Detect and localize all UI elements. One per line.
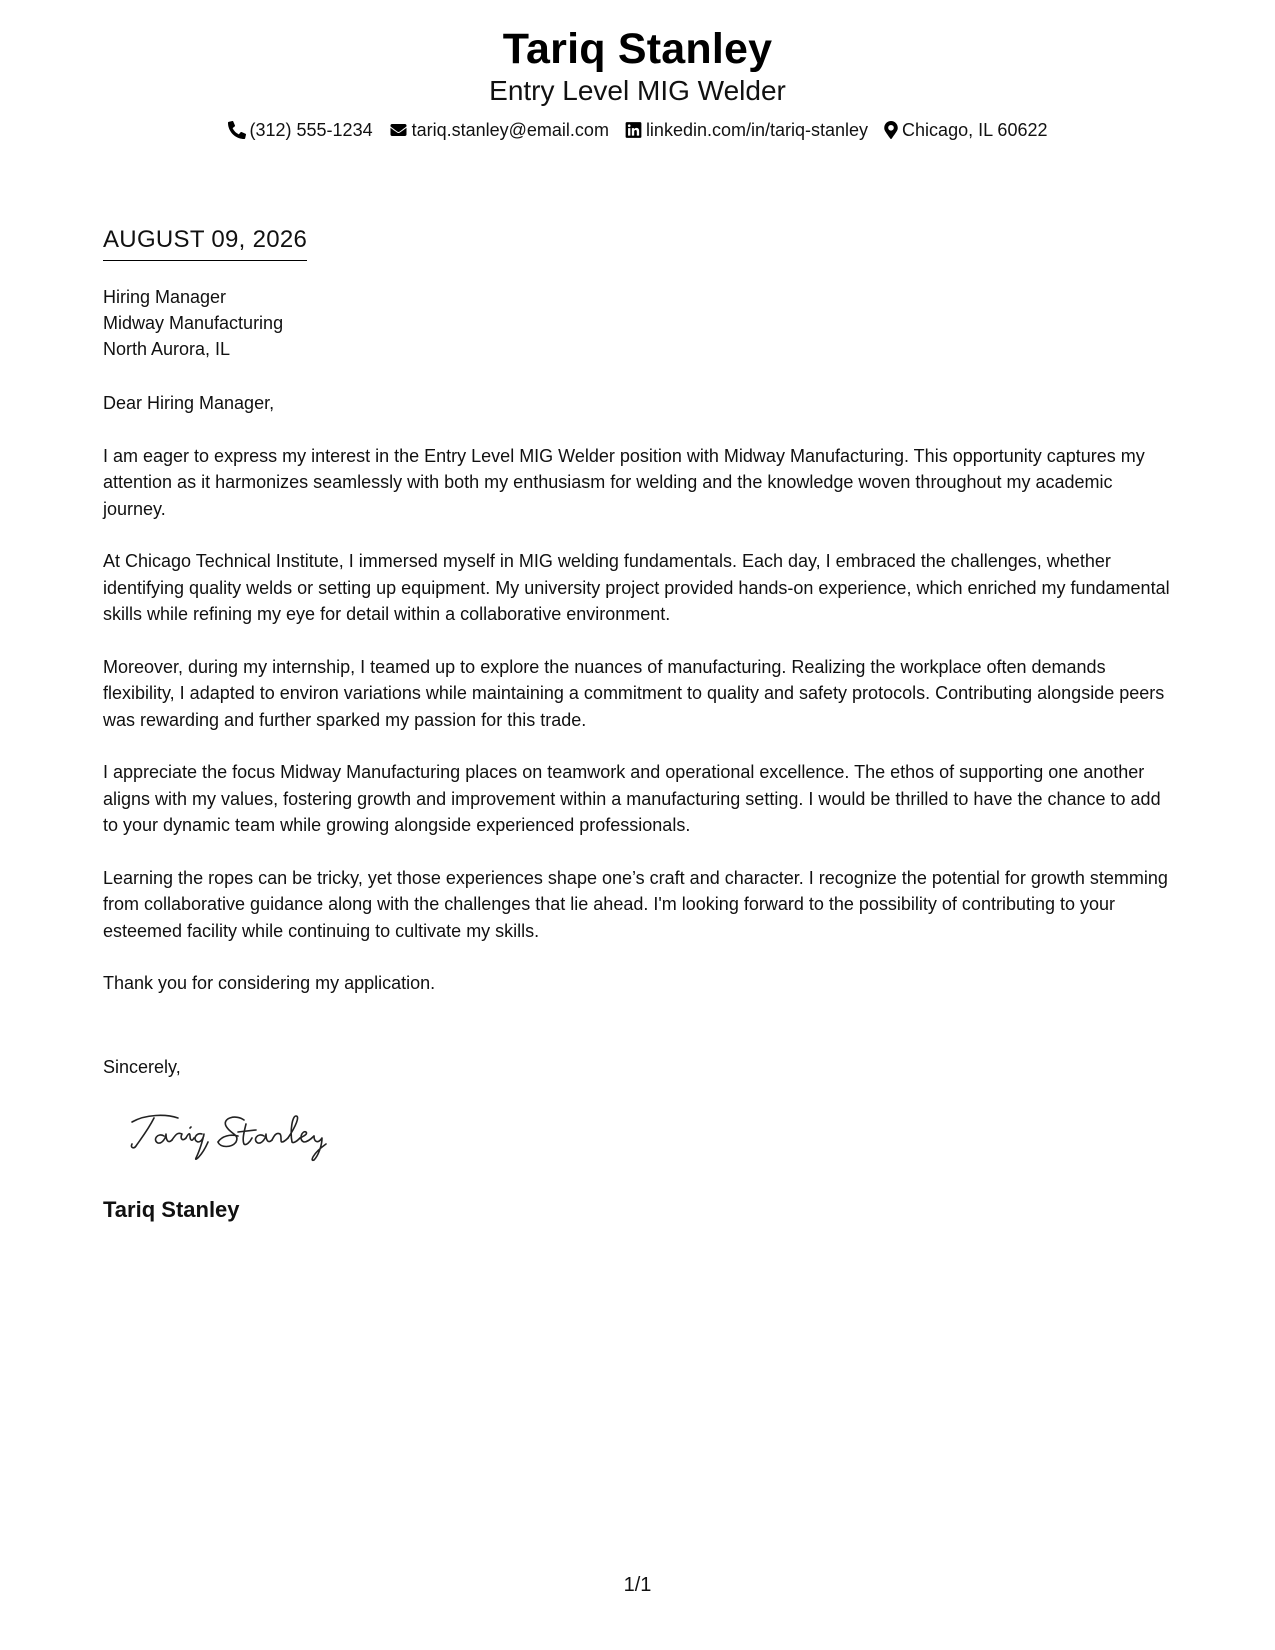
letter-body <box>103 390 1178 1023</box>
body-paragraph: At Chicago Technical Institute, I immersed myself in MIG welding fundamentals. Each day, I embraced the challenges, whether identifying quality welds or setting up equipment. My university project provided hands-on experience, which enriched my fundamental skills while refining my eye for detail within a collaborative environment. <box>103 551 1170 624</box>
contact-phone <box>228 118 373 142</box>
recipient-title: Hiring Manager <box>103 287 227 307</box>
contact-email <box>389 118 609 142</box>
letter-date: AUGUST 09, 2026 <box>103 224 307 261</box>
handwritten-signature <box>126 1106 346 1166</box>
closing-line: Sincerely, <box>103 1057 181 1077</box>
letter-header <box>0 22 1275 142</box>
thanks-line: Thank you for considering my application. <box>103 973 436 993</box>
email-address: tariq.stanley@email.com <box>411 120 609 140</box>
applicant-role: Entry Level MIG Welder <box>489 75 786 106</box>
map-marker-icon <box>884 121 898 139</box>
recipient-company: Midway Manufacturing <box>103 313 284 333</box>
signer-name: Tariq Stanley <box>103 1197 240 1222</box>
envelope-icon <box>389 122 408 138</box>
body-paragraph: I appreciate the focus Midway Manufacturing places on teamwork and operational excellence. The ethos of supporting one another aligns with my values, fostering growth and improvement within a manufacturing setting. I would be thrilled to have the chance to add to your dynamic team while growing alongside experienced professionals. <box>103 762 1161 835</box>
body-paragraph: Learning the ropes can be tricky, yet those experiences shape one’s craft and character. I recognize the potential for growth stemming from collaborative guidance along with the challenges that lie ahead. I'm looking forward to the possibility of contributing to your esteemed facility while continuing to cultivate my skills. <box>103 867 1168 941</box>
phone-number: (312) 555-1234 <box>249 120 373 140</box>
body-paragraph: Moreover, during my internship, I teamed up to explore the nuances of manufacturing. Realizing the workplace often demands flexibility, I adapted to environ variations while maintaining a commitment to quality and safety protocols. Contributing alongside peers was rewarding and further sparked my passion for this trade. <box>103 656 1165 730</box>
contact-location <box>884 118 1047 142</box>
salutation: Dear Hiring Manager, <box>103 393 275 413</box>
contact-bar <box>0 118 1275 142</box>
applicant-name: Tariq Stanley <box>502 25 773 73</box>
page-number: 1/1 <box>623 1574 652 1596</box>
body-paragraph: I am eager to express my interest in the Entry Level MIG Welder position with Midway Manufacturing. This opportunity captures my attention as it harmonizes seamlessly with both my enthusiasm for welding and the knowledge woven throughout my academic journey. <box>103 445 1145 519</box>
linkedin-icon <box>625 121 642 139</box>
phone-icon <box>228 121 246 139</box>
contact-linkedin <box>625 118 868 142</box>
recipient-block <box>103 284 283 362</box>
location-text: Chicago, IL 60622 <box>902 120 1048 140</box>
linkedin-url: linkedin.com/in/tariq-stanley <box>645 120 869 140</box>
recipient-location: North Aurora, IL <box>103 339 231 359</box>
